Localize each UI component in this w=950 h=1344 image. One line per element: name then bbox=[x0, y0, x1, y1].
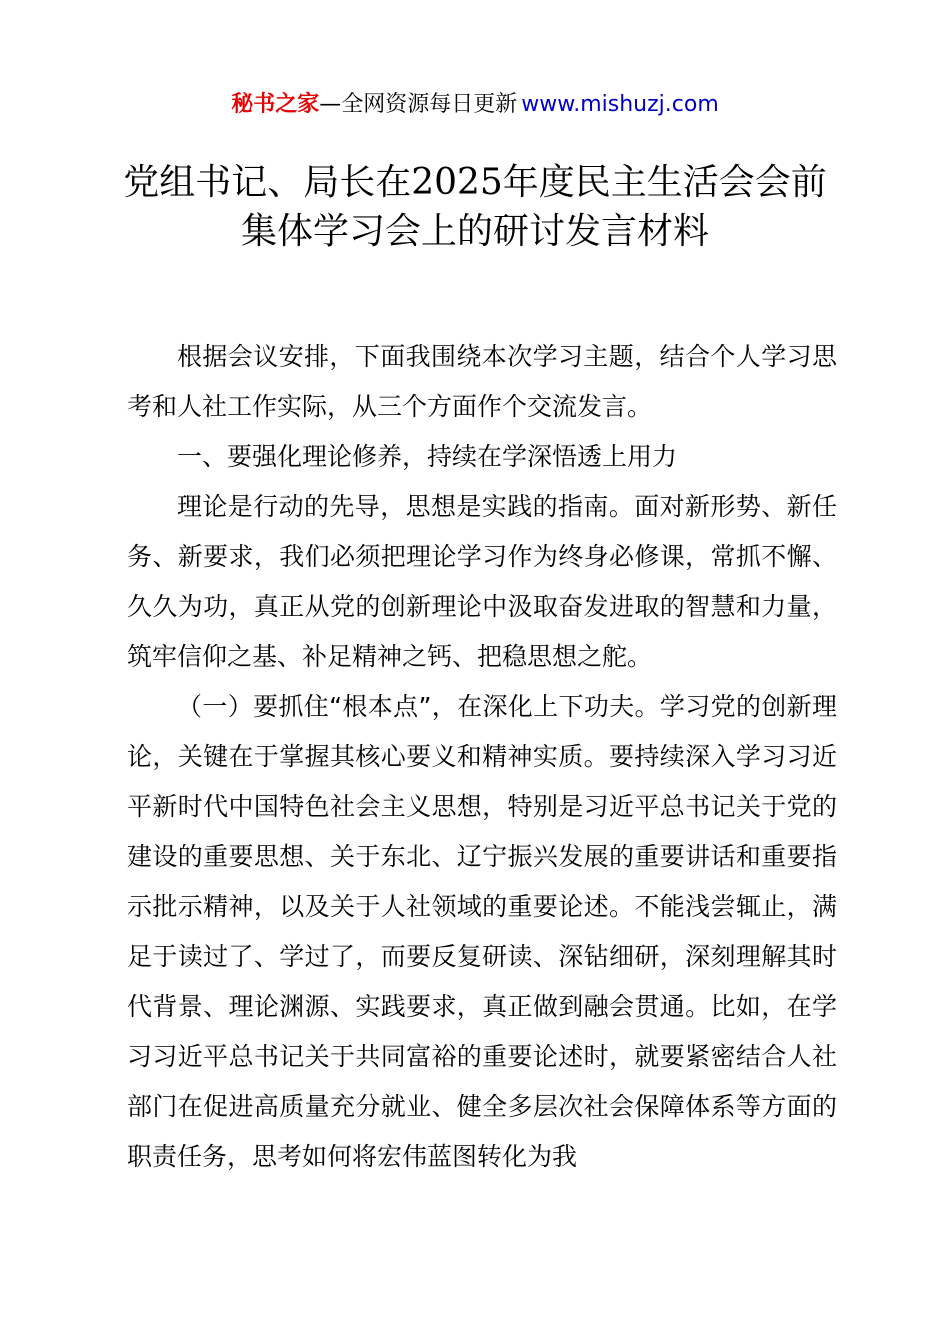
section-heading-1: 一、要强化理论修养，持续在学深悟透上用力 bbox=[177, 442, 678, 471]
paragraph-subsection-1: （一）要抓住“根本点”，在深化上下功夫。学习党的创新理论，关键在于掌握其核心要义和精神实质。要持续深入学习习近平新时代中国特色社会主义思想，特别是习近平总书记关于党的建设的重要思想、关于东北、辽宁振兴发展的重要讲话和重要指示批示精神，以及关于人社领域的重要论述。不能浅尝辄止，满足于读过了、学过了，而要反复研读、深钻细研，深刻理解其时代背景、理论渊源、实践要求，真正做到融会贯通。比如，在学习习近平总书记关于共同富裕的重要论述时，就要紧密结合人社部门在促进高质量充分就业、健全多层次社会保障体系等方面的职责任务，思考如何将宏伟蓝图转化为我 bbox=[127, 692, 837, 1171]
site-brand[interactable]: 秘书之家 bbox=[231, 92, 320, 117]
document-body bbox=[127, 332, 837, 1182]
title-line-1: 党组书记、局长在2025年度民主生活会会前 bbox=[123, 162, 827, 203]
paragraph-section-1: 理论是行动的先导，思想是实践的指南。面对新形势、新任务、新要求，我们必须把理论学习作为终身必修课，常抓不懈、久久为功，真正从党的创新理论中汲取奋发进取的智慧和力量，筑牢信仰之基、补足精神之钙、把稳思想之舵。 bbox=[127, 492, 837, 671]
site-header bbox=[0, 88, 950, 122]
paragraph-intro: 根据会议安排，下面我围绕本次学习主题，结合个人学习思考和人社工作实际，从三个方面作个交流发言。 bbox=[127, 342, 837, 421]
document-title bbox=[0, 158, 950, 256]
site-url-link[interactable]: www.mishuzj.com bbox=[521, 92, 719, 117]
site-tagline: —全网资源每日更新 bbox=[319, 92, 518, 117]
title-line-2: 集体学习会上的研讨发言材料 bbox=[240, 211, 709, 252]
